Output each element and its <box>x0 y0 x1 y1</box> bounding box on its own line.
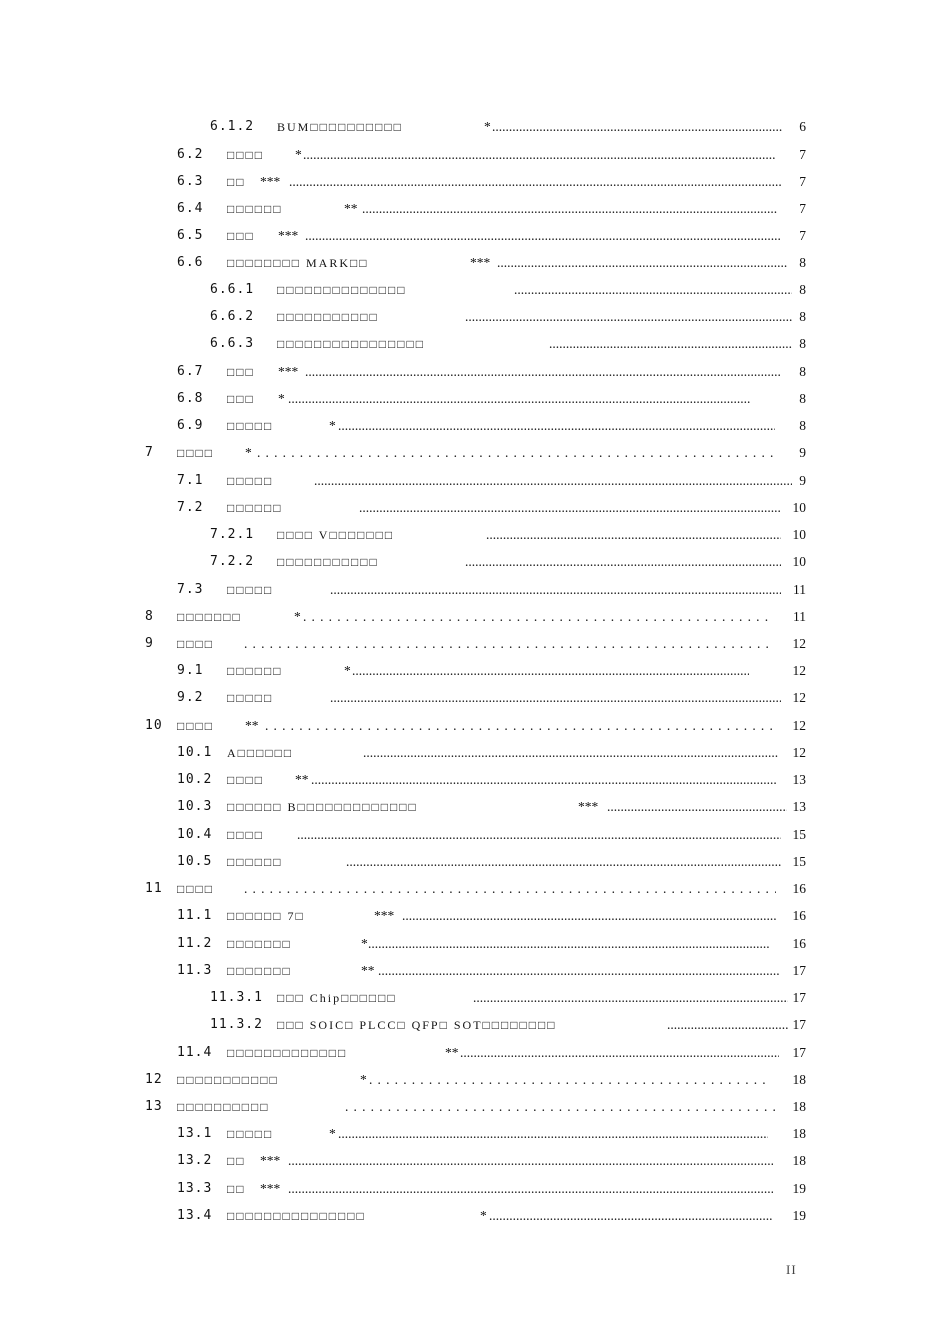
toc-entry-title: □□□□□□□ <box>177 610 242 624</box>
toc-entry[interactable] <box>0 172 950 192</box>
toc-entry-marker: * <box>329 418 336 433</box>
toc-entry-page: 16 <box>792 908 806 923</box>
toc-entry-number: 10 <box>145 718 163 733</box>
toc-entry[interactable] <box>0 117 950 137</box>
toc-dot-leader <box>288 1179 773 1199</box>
toc-entry-number: 6.6.2 <box>210 309 255 324</box>
toc-entry-title: □□□□□ <box>227 419 274 433</box>
toc-dot-leader <box>305 226 781 246</box>
toc-entry[interactable] <box>0 716 950 736</box>
toc-entry[interactable] <box>0 661 950 681</box>
toc-entry-title: □□□□□□ B□□□□□□□□□□□□□ <box>227 800 418 814</box>
toc-entry-number: 11.3 <box>177 963 213 978</box>
toc-entry-title: □□ <box>227 1154 246 1168</box>
toc-entry-page: 19 <box>792 1181 806 1196</box>
toc-entry[interactable] <box>0 471 950 491</box>
toc-dot-leader <box>288 389 750 409</box>
toc-entry-title: □□□□ <box>177 882 214 896</box>
toc-entry[interactable] <box>0 743 950 763</box>
toc-dot-leader <box>549 334 792 354</box>
toc-entry-page: 12 <box>792 745 806 760</box>
toc-entry-page: 10 <box>792 500 806 515</box>
toc-entry-number: 7.2 <box>177 500 204 515</box>
toc-entry-page: 9 <box>799 473 806 488</box>
toc-entry[interactable] <box>0 443 950 463</box>
toc-entry-marker: ** <box>245 718 259 733</box>
toc-entry-title: □□□ <box>227 365 255 379</box>
toc-entry-page: 8 <box>799 336 806 351</box>
toc-entry-page: 18 <box>792 1072 806 1087</box>
toc-entry[interactable] <box>0 145 950 165</box>
toc-entry[interactable] <box>0 934 950 954</box>
toc-entry-number: 9.1 <box>177 663 204 678</box>
toc-dot-leader <box>265 716 773 736</box>
toc-entry-number: 10.5 <box>177 854 213 869</box>
toc-entry-title: □□□□□□□□□□□□□□□□ <box>277 337 425 351</box>
toc-entry-number: 13.4 <box>177 1208 213 1223</box>
toc-entry-marker: ** <box>361 963 375 978</box>
toc-dot-leader <box>330 688 781 708</box>
toc-entry-number: 6.3 <box>177 174 204 189</box>
toc-entry-marker: * <box>361 936 368 951</box>
toc-entry-title: □□ <box>227 175 246 189</box>
toc-entry-marker: * <box>294 609 301 624</box>
toc-dot-leader <box>497 253 788 273</box>
toc-entry-page: 18 <box>792 1153 806 1168</box>
toc-entry[interactable] <box>0 416 950 436</box>
toc-dot-leader <box>297 825 781 845</box>
toc-entry[interactable] <box>0 362 950 382</box>
toc-entry-title: □□□□□□□ <box>227 964 292 978</box>
toc-entry[interactable] <box>0 1070 950 1090</box>
page-number-footer: II <box>786 1262 797 1277</box>
toc-entry-page: 19 <box>792 1208 806 1223</box>
toc-entry-title: □□□ SOIC□ PLCC□ QFP□ SOT□□□□□□□□ <box>277 1018 557 1032</box>
toc-entry[interactable] <box>0 1015 950 1035</box>
toc-dot-leader <box>492 117 783 137</box>
toc-entry[interactable] <box>0 226 950 246</box>
toc-entry[interactable] <box>0 498 950 518</box>
toc-entry-title: □□ <box>227 1182 246 1196</box>
toc-entry[interactable] <box>0 525 950 545</box>
toc-entry-number: 7.1 <box>177 473 204 488</box>
toc-entry[interactable] <box>0 852 950 872</box>
toc-entry-number: 6.9 <box>177 418 204 433</box>
toc-entry[interactable] <box>0 334 950 354</box>
toc-entry-number: 13.3 <box>177 1181 213 1196</box>
toc-entry[interactable] <box>0 988 950 1008</box>
toc-dot-leader <box>489 1206 773 1226</box>
toc-entry-title: □□□□□□□ <box>227 937 292 951</box>
toc-entry-number: 6.7 <box>177 364 204 379</box>
toc-entry-page: 7 <box>799 228 806 243</box>
toc-entry-page: 12 <box>792 718 806 733</box>
toc-entry-title: □□□□□ <box>227 691 274 705</box>
toc-dot-leader <box>368 934 769 954</box>
toc-entry-page: 12 <box>792 690 806 705</box>
toc-entry-title: □□□□□□ <box>227 664 283 678</box>
toc-entry-title: □□□ <box>227 229 255 243</box>
toc-dot-leader <box>378 961 779 981</box>
toc-entry-number: 11.3.2 <box>210 1017 263 1032</box>
toc-entry[interactable] <box>0 770 950 790</box>
toc-dot-leader <box>288 1151 773 1171</box>
toc-entry-page: 12 <box>792 636 806 651</box>
toc-entry-page: 16 <box>792 936 806 951</box>
toc-entry-title: □□□□ <box>227 828 264 842</box>
toc-entry-page: 7 <box>799 174 806 189</box>
toc-dot-leader <box>314 471 792 491</box>
toc-entry-number: 11.1 <box>177 908 213 923</box>
toc-entry-number: 10.1 <box>177 745 213 760</box>
toc-dot-leader <box>244 634 773 654</box>
toc-dot-leader <box>305 362 781 382</box>
toc-entry-page: 9 <box>799 445 806 460</box>
toc-dot-leader <box>460 1043 779 1063</box>
toc-dot-leader <box>303 607 773 627</box>
toc-entry[interactable] <box>0 253 950 273</box>
toc-entry-title: □□□□ V□□□□□□□ <box>277 528 395 542</box>
toc-entry-marker: * <box>480 1208 487 1223</box>
toc-entry-page: 10 <box>792 554 806 569</box>
toc-entry-title: □□□□ <box>227 773 264 787</box>
toc-entry-title: □□□□□□ <box>227 855 283 869</box>
toc-entry-page: 8 <box>799 309 806 324</box>
toc-entry-title: □□□□□ <box>227 583 274 597</box>
toc-entry-marker: * <box>484 119 491 134</box>
toc-entry-number: 10.4 <box>177 827 213 842</box>
toc-entry-page: 7 <box>799 147 806 162</box>
toc-entry-number: 13.2 <box>177 1153 213 1168</box>
toc-dot-leader <box>352 661 749 681</box>
toc-entry-number: 6.1.2 <box>210 119 255 134</box>
toc-entry-number: 6.6.1 <box>210 282 255 297</box>
toc-entry-title: □□□□□□ 7□ <box>227 909 305 923</box>
toc-entry-title: □□□□□□□□□□□ <box>177 1073 279 1087</box>
toc-dot-leader <box>514 280 792 300</box>
toc-dot-leader <box>303 145 775 165</box>
toc-entry-title: □□□□□□□□□□□ <box>277 555 379 569</box>
toc-entry-page: 11 <box>793 609 806 624</box>
toc-entry[interactable] <box>0 580 950 600</box>
toc-dot-leader <box>330 580 781 600</box>
toc-dot-leader <box>486 525 781 545</box>
toc-entry-page: 18 <box>792 1126 806 1141</box>
toc-entry-title: A□□□□□□ <box>227 746 294 760</box>
toc-entry[interactable] <box>0 389 950 409</box>
toc-entry-number: 11.2 <box>177 936 213 951</box>
toc-entry-page: 8 <box>799 282 806 297</box>
toc-entry-marker: *** <box>578 799 599 814</box>
toc-entry-marker: *** <box>374 908 395 923</box>
toc-entry[interactable] <box>0 1124 950 1144</box>
toc-entry[interactable] <box>0 1151 950 1171</box>
toc-entry-marker: ** <box>295 772 309 787</box>
toc-entry-marker: * <box>329 1126 336 1141</box>
toc-entry-title: □□□□ <box>227 148 264 162</box>
toc-entry[interactable] <box>0 199 950 219</box>
toc-dot-leader <box>369 1070 771 1090</box>
toc-entry-number: 9.2 <box>177 690 204 705</box>
toc-entry-title: □□□□□□□□ MARK□□ <box>227 256 369 270</box>
toc-entry-page: 17 <box>792 1017 806 1032</box>
toc-entry-marker: *** <box>470 255 491 270</box>
toc-entry-marker: * <box>295 147 302 162</box>
toc-entry-title: □□□□ <box>177 637 214 651</box>
toc-entry-page: 11 <box>793 582 806 597</box>
toc-entry-page: 18 <box>792 1099 806 1114</box>
toc-entry[interactable] <box>0 307 950 327</box>
toc-entry-marker: *** <box>260 1181 281 1196</box>
toc-entry-title: □□□□□□□□□□□□□□□ <box>227 1209 366 1223</box>
toc-entry-number: 13 <box>145 1099 163 1114</box>
toc-entry[interactable] <box>0 1179 950 1199</box>
toc-entry-number: 7 <box>145 445 154 460</box>
toc-entry-title: □□□ Chip□□□□□□ <box>277 991 397 1005</box>
toc-dot-leader <box>667 1015 788 1035</box>
toc-dot-leader <box>402 906 776 926</box>
toc-entry-page: 8 <box>799 364 806 379</box>
toc-entry-marker: *** <box>278 364 299 379</box>
toc-entry-number: 9 <box>145 636 154 651</box>
toc-entry[interactable] <box>0 797 950 817</box>
toc-entry-marker: * <box>245 445 252 460</box>
toc-entry[interactable] <box>0 1043 950 1063</box>
toc-dot-leader <box>363 743 779 763</box>
toc-entry-number: 6.6 <box>177 255 204 270</box>
toc-entry-number: 11.4 <box>177 1045 213 1060</box>
toc-entry-page: 13 <box>792 772 806 787</box>
toc-entry[interactable] <box>0 280 950 300</box>
toc-dot-leader <box>607 797 787 817</box>
toc-entry-number: 6.8 <box>177 391 204 406</box>
toc-dot-leader <box>362 199 777 219</box>
toc-entry-page: 17 <box>792 963 806 978</box>
toc-dot-leader <box>359 498 781 518</box>
toc-dot-leader <box>244 879 776 899</box>
toc-entry-title: □□□□ <box>177 719 214 733</box>
toc-entry-page: 7 <box>799 201 806 216</box>
toc-entry[interactable] <box>0 961 950 981</box>
toc-entry[interactable] <box>0 906 950 926</box>
toc-entry-marker: *** <box>260 1153 281 1168</box>
toc-entry-title: BUM□□□□□□□□□□ <box>277 120 403 134</box>
toc-entry-page: 8 <box>799 418 806 433</box>
toc-entry-title: □□□□□□□□□□□□□□ <box>277 283 407 297</box>
toc-entry-page: 15 <box>792 827 806 842</box>
toc-entry-number: 8 <box>145 609 154 624</box>
toc-entry-number: 7.3 <box>177 582 204 597</box>
toc-entry-marker: *** <box>278 228 299 243</box>
toc-entry-page: 13 <box>792 799 806 814</box>
toc-entry-title: □□□□□□ <box>227 501 283 515</box>
toc-entry-marker: *** <box>260 174 281 189</box>
toc-entry-number: 10.2 <box>177 772 213 787</box>
toc-entry-title: □□□□□□□□□□□ <box>277 310 379 324</box>
toc-entry-title: □□□□□□□□□□□□□ <box>227 1046 348 1060</box>
toc-entry-number: 11 <box>145 881 163 896</box>
toc-entry-marker: ** <box>445 1045 459 1060</box>
toc-dot-leader <box>289 172 781 192</box>
toc-entry-page: 16 <box>792 881 806 896</box>
toc-entry-title: □□□□□ <box>227 1127 274 1141</box>
toc-entry-number: 11.3.1 <box>210 990 263 1005</box>
toc-entry-marker: * <box>360 1072 367 1087</box>
toc-entry-page: 6 <box>799 119 806 134</box>
toc-entry[interactable] <box>0 1206 950 1226</box>
toc-entry-number: 6.2 <box>177 147 204 162</box>
toc-entry-page: 12 <box>792 663 806 678</box>
toc-entry[interactable] <box>0 552 950 572</box>
toc-dot-leader <box>473 988 788 1008</box>
toc-entry[interactable] <box>0 607 950 627</box>
toc-entry-page: 10 <box>792 527 806 542</box>
toc-dot-leader <box>345 1097 775 1117</box>
toc-dot-leader <box>338 1124 768 1144</box>
toc-dot-leader <box>311 770 777 790</box>
toc-entry[interactable] <box>0 634 950 654</box>
toc-dot-leader <box>257 443 776 463</box>
toc-entry-number: 13.1 <box>177 1126 213 1141</box>
toc-dot-leader <box>465 307 792 327</box>
toc-dot-leader <box>346 852 781 872</box>
toc-entry-page: 15 <box>792 854 806 869</box>
toc-entry-marker: * <box>344 663 351 678</box>
toc-entry-page: 17 <box>792 990 806 1005</box>
toc-entry-number: 6.5 <box>177 228 204 243</box>
toc-entry-page: 8 <box>799 391 806 406</box>
toc-entry[interactable] <box>0 1097 950 1117</box>
toc-entry-marker: ** <box>344 201 358 216</box>
toc-entry-number: 7.2.1 <box>210 527 255 542</box>
toc-entry[interactable] <box>0 879 950 899</box>
toc-entry-title: □□□ <box>227 392 255 406</box>
toc-entry-number: 6.6.3 <box>210 336 255 351</box>
toc-entry-number: 12 <box>145 1072 163 1087</box>
toc-entry-marker: * <box>278 391 285 406</box>
toc-entry[interactable] <box>0 825 950 845</box>
toc-entry-title: □□□□□□□□□□ <box>177 1100 270 1114</box>
toc-entry-title: □□□□□□ <box>227 202 283 216</box>
toc-entry-number: 7.2.2 <box>210 554 255 569</box>
toc-entry-title: □□□□□ <box>227 474 274 488</box>
toc-dot-leader <box>465 552 781 572</box>
toc-entry-title: □□□□ <box>177 446 214 460</box>
toc-entry-page: 17 <box>792 1045 806 1060</box>
toc-entry-number: 6.4 <box>177 201 204 216</box>
toc-entry-number: 10.3 <box>177 799 213 814</box>
toc-entry[interactable] <box>0 688 950 708</box>
toc-entry-page: 8 <box>799 255 806 270</box>
toc-dot-leader <box>338 416 775 436</box>
